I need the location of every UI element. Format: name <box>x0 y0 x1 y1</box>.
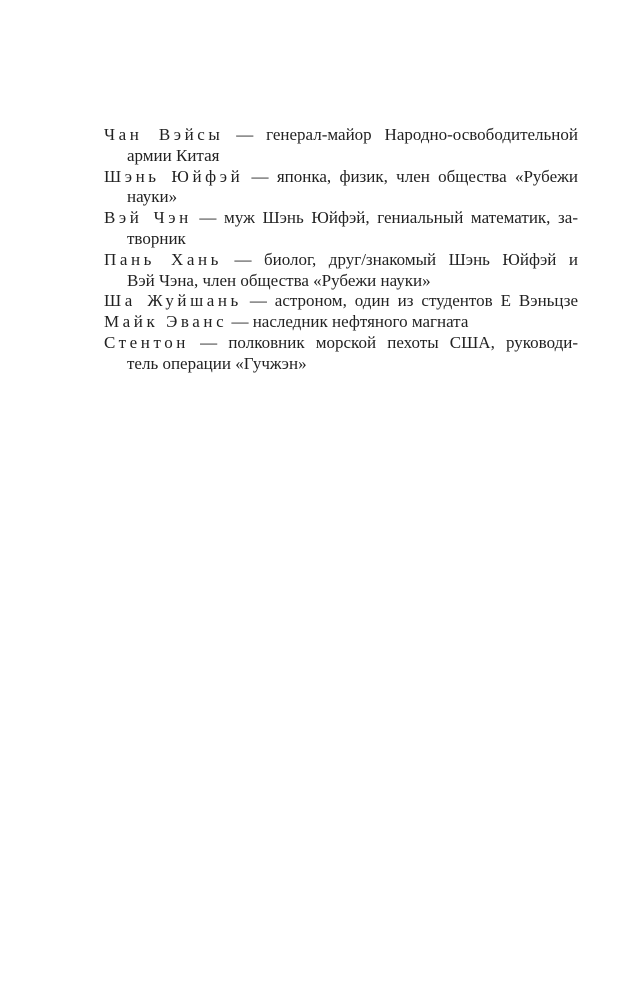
entry-line: Вэй Чэн — муж Шэнь Юйфэй, гениальный математик, за- <box>104 208 578 228</box>
character-entry <box>104 333 578 375</box>
entry-line: Стентон — полковник морской пехоты США, руководи- <box>104 332 578 352</box>
character-entry <box>104 312 578 333</box>
character-entry <box>104 125 578 167</box>
entry-line: тель операции «Гучжэн» <box>127 353 307 373</box>
character-entry <box>104 291 578 312</box>
character-entry <box>104 250 578 292</box>
character-name: Ша Жуйшань <box>104 291 242 311</box>
character-name: Шэнь Юйфэй <box>104 166 244 186</box>
entry-line: науки» <box>127 187 178 207</box>
character-name: Пань Хань <box>104 249 222 269</box>
character-name: Майк Эванс <box>104 312 228 332</box>
character-list <box>104 125 578 375</box>
entry-line: армии Китая <box>127 145 220 165</box>
character-entry <box>104 208 578 250</box>
character-name: Вэй Чэн <box>104 208 192 228</box>
character-name: Стентон <box>104 332 189 352</box>
entry-line: Пань Хань — биолог, друг/знакомый Шэнь Юйфэй и <box>104 249 578 269</box>
entry-line: Шэнь Юйфэй — японка, физик, член общества «Рубежи <box>104 166 578 186</box>
character-name: Чан Вэйсы <box>104 125 224 144</box>
entry-line: творник <box>127 228 186 248</box>
character-entry <box>104 167 578 209</box>
entry-line: Ша Жуйшань — астроном, один из студентов Е Вэньцзе <box>104 291 578 311</box>
entry-line: Майк Эванс — наследник нефтяного магната <box>104 312 469 332</box>
entry-line: Вэй Чэна, член общества «Рубежи науки» <box>127 270 431 290</box>
entry-line: Чан Вэйсы — генерал-майор Народно-освободительной <box>104 125 578 144</box>
